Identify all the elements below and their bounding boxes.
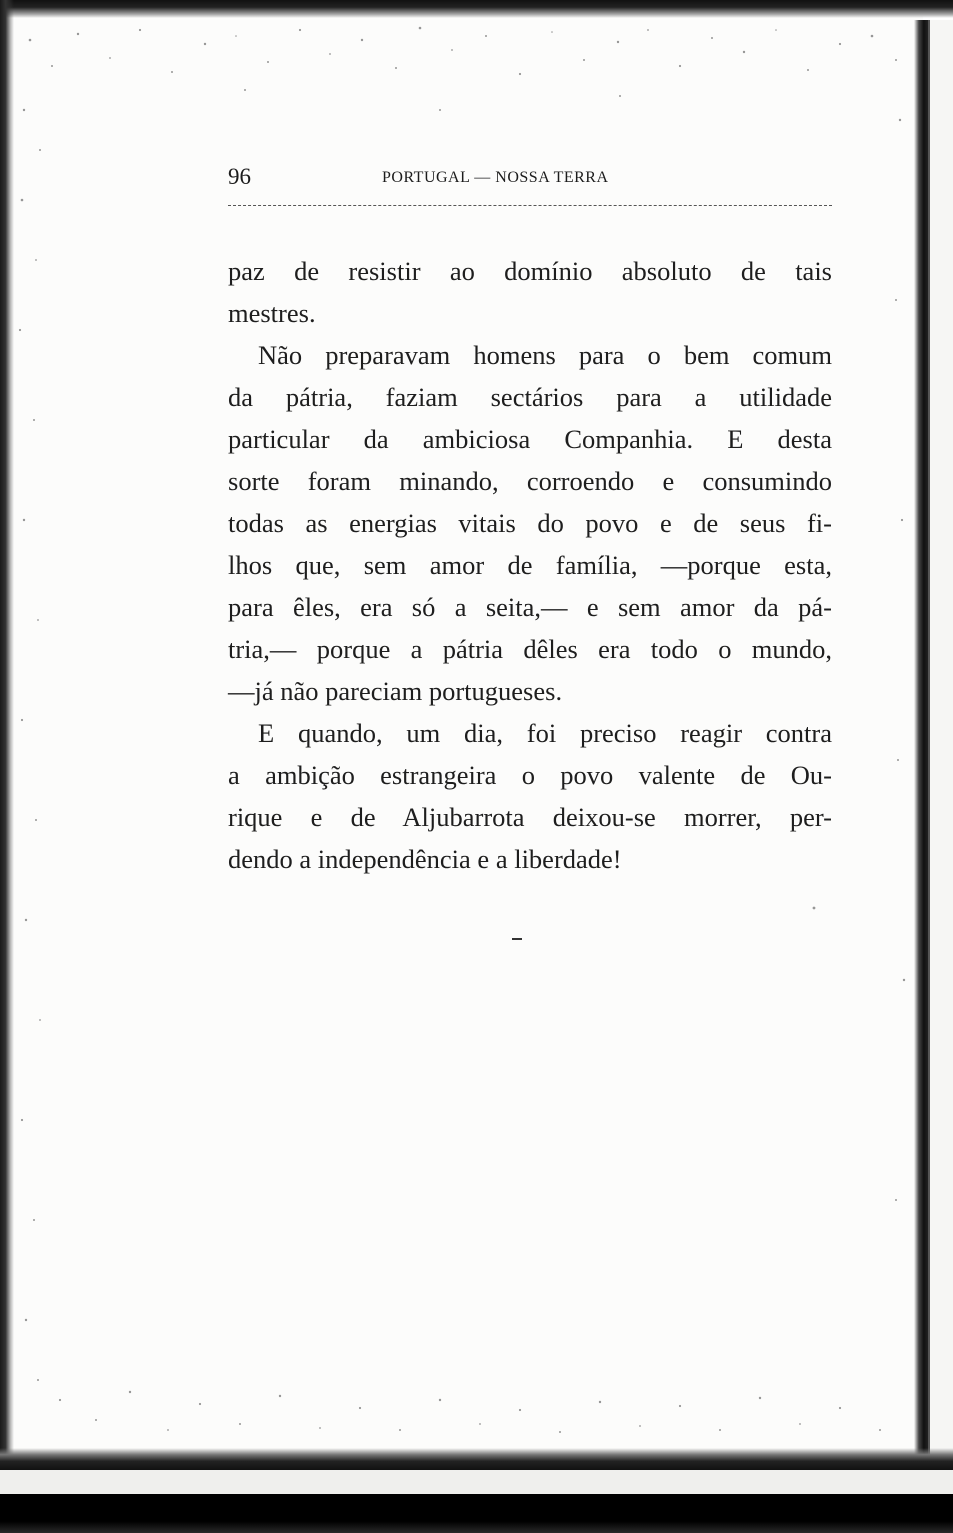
page-number: 96 — [228, 164, 251, 189]
body-text — [228, 250, 832, 880]
scan-bottom-paper-strip — [0, 1470, 953, 1494]
text-line: Não preparavam homens para o bem comum — [258, 340, 832, 370]
scan-edge-left — [0, 0, 14, 1533]
text-line: mestres. — [228, 298, 316, 328]
text-line: dendo a independência e a liberdade! — [228, 844, 622, 874]
text-line: lhos que, sem amor de família, —porque esta, — [228, 550, 832, 580]
text-line: rique e de Aljubarrota deixou-se morrer, per- — [228, 802, 832, 832]
header-rule — [228, 205, 832, 206]
text-line: sorte foram minando, corroendo e consumindo — [228, 466, 832, 496]
text-line: —já não pareciam portugueses. — [228, 676, 563, 706]
text-line: a ambição estrangeira o povo valente de Ou- — [228, 760, 832, 790]
scan-edge-bottom — [0, 1448, 953, 1470]
text-line: E quando, um dia, foi preciso reagir contra — [258, 718, 832, 748]
text-line: da pátria, faziam sectários para a utilidade — [228, 382, 832, 412]
scan-edge-top — [0, 0, 953, 18]
text-line: paz de resistir ao domínio absoluto de tais — [228, 256, 832, 286]
running-head — [228, 164, 832, 198]
text-line: tria,— porque a pátria dêles era todo o mundo, — [228, 634, 832, 664]
text-line: para êles, era só a seita,— e sem amor da pá- — [228, 592, 832, 622]
stray-ink-mark — [512, 938, 522, 940]
adjacent-page-strip — [928, 20, 953, 1460]
running-title: PORTUGAL — NOSSA TERRA — [382, 169, 609, 186]
scan-bottom-border — [0, 1494, 953, 1533]
text-line: todas as energias vitais do povo e de seus fi- — [228, 508, 832, 538]
scan-edge-right — [914, 20, 928, 1460]
text-line: particular da ambiciosa Companhia. E desta — [228, 424, 832, 454]
